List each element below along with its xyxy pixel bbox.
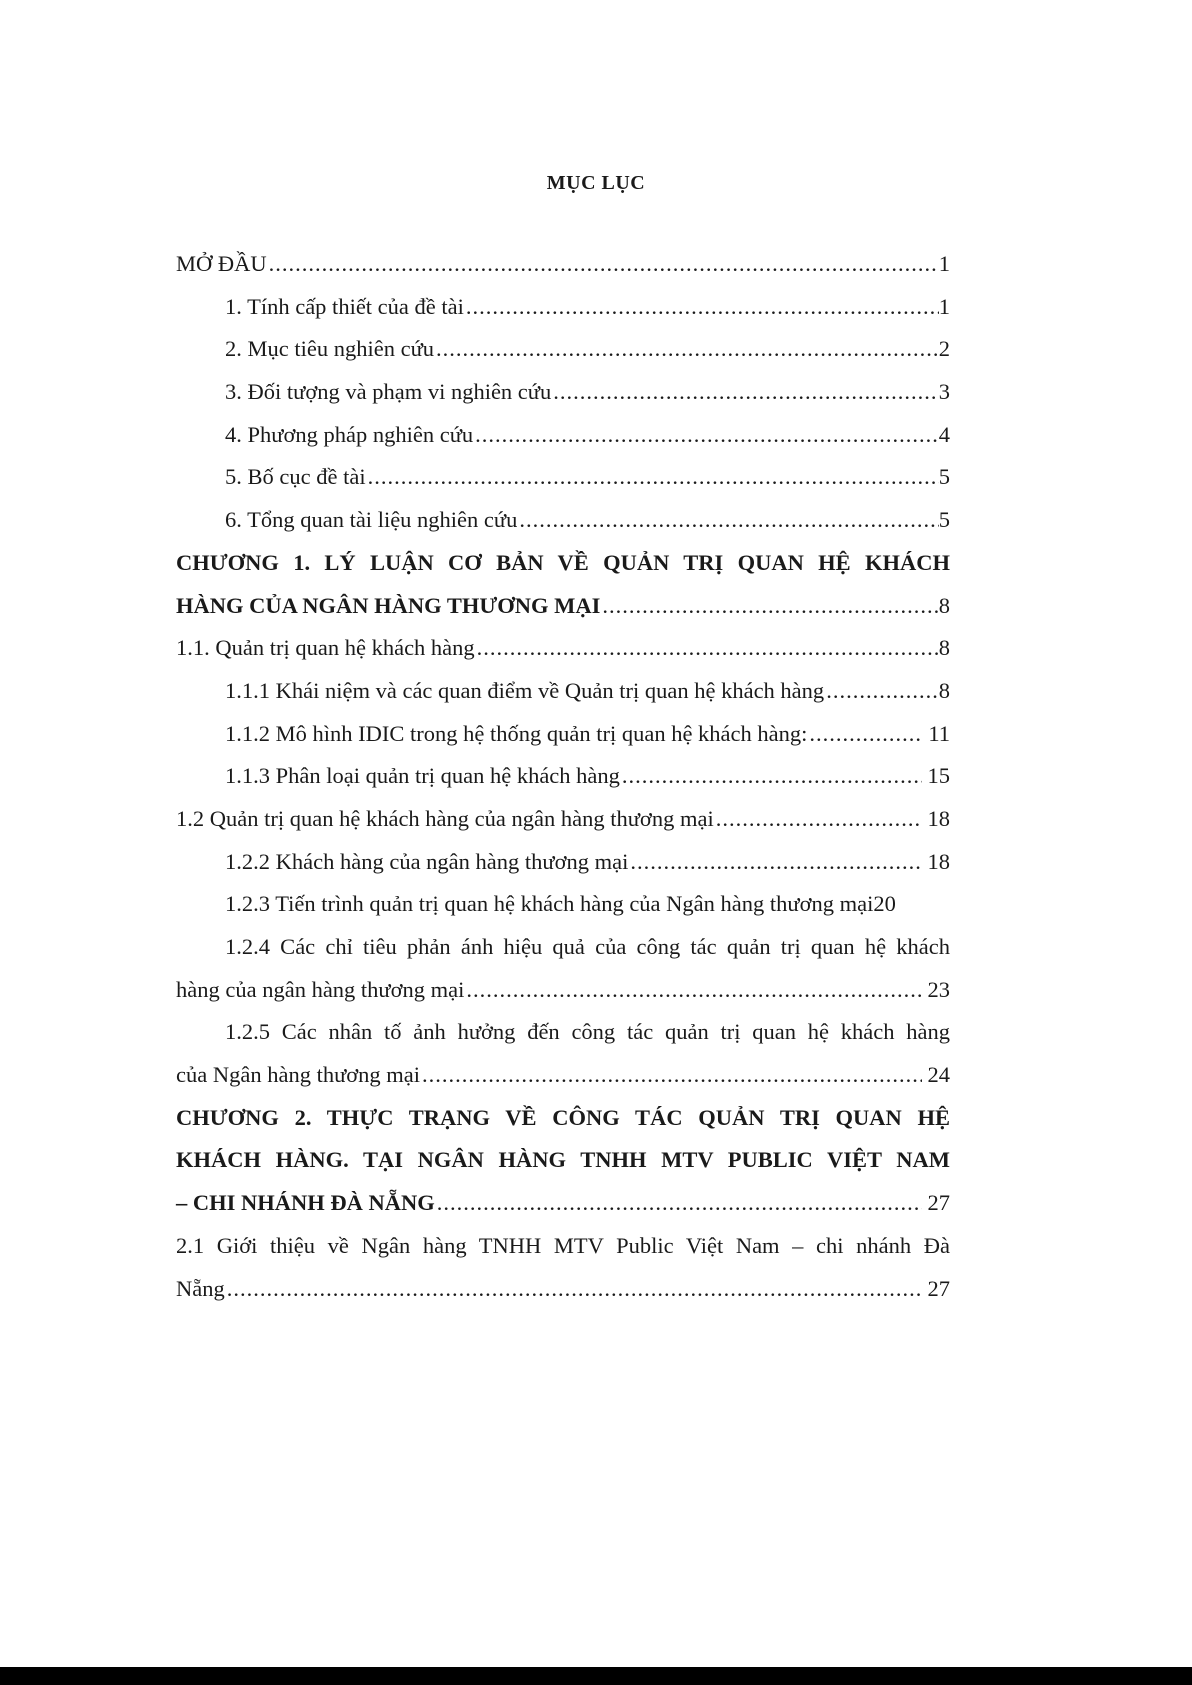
toc-leader-dots	[477, 627, 939, 670]
toc-entry[interactable]	[176, 243, 950, 286]
toc-leader-dots	[437, 1182, 922, 1225]
toc-leader-dots	[553, 371, 939, 414]
toc-chapter-heading-line[interactable]: CHƯƠNG 1. LÝ LUẬN CƠ BẢN VỀ QUẢN TRỊ QUAN HỆ KHÁCH	[176, 549, 950, 575]
toc-entry[interactable]	[176, 328, 950, 371]
toc-entry-page: 8	[938, 677, 950, 703]
toc-leader-dots	[436, 328, 939, 371]
toc-entry[interactable]	[176, 969, 950, 1012]
toc-entry[interactable]	[176, 798, 950, 841]
toc-entry-text: Nẵng	[176, 1275, 225, 1301]
toc-leader-dots	[227, 1268, 922, 1311]
toc-entry[interactable]	[176, 585, 950, 628]
toc-entry-text: của Ngân hàng thương mại	[176, 1062, 421, 1088]
toc-leader-dots	[602, 585, 938, 628]
toc-leader-dots	[475, 414, 939, 457]
toc-entry-page: 27	[927, 1275, 950, 1301]
toc-entry-page: 18	[927, 805, 950, 831]
toc-entry-text: 6. Tổng quan tài liệu nghiên cứu	[225, 507, 518, 533]
bottom-edge-bar	[0, 1667, 1192, 1685]
toc-entry-text: 1.1. Quản trị quan hệ khách hàng	[176, 635, 475, 661]
toc-entry-first-line[interactable]: 1.2.5 Các nhân tố ảnh hưởng đến công tác quản trị quan hệ khách hàng	[225, 1019, 950, 1045]
toc-entry-text: 1. Tính cấp thiết của đề tài	[225, 293, 464, 319]
toc-entry-text: 2. Mục tiêu nghiên cứu	[225, 336, 435, 362]
toc-entry[interactable]	[176, 286, 950, 329]
toc-leader-dots	[269, 243, 939, 286]
toc-leader-dots	[622, 755, 922, 798]
toc-entry-page: 8	[938, 592, 950, 618]
toc-entry-page: 18	[927, 848, 950, 874]
page-title: MỤC LỤC	[546, 172, 646, 194]
toc-entry[interactable]	[176, 713, 950, 756]
toc-entry-text: 1.2 Quản trị quan hệ khách hàng của ngân hàng thương mại	[176, 805, 714, 831]
toc-entry-text: 5. Bố cục đề tài	[225, 464, 366, 490]
toc-entry-text: 1.2.3 Tiến trình quản trị quan hệ khách hàng của Ngân hàng thương mại	[225, 891, 874, 917]
toc-leader-dots	[716, 798, 922, 841]
toc-entry-page: 5	[938, 507, 950, 533]
toc-entry-page: 20	[873, 891, 896, 917]
toc-entry[interactable]	[176, 670, 950, 713]
toc-entry-text: 1.1.3 Phân loại quản trị quan hệ khách hàng	[225, 763, 620, 789]
toc-entry-text: – CHI NHÁNH ĐÀ NẴNG	[176, 1190, 435, 1216]
toc-entry[interactable]	[176, 499, 950, 542]
toc-entry-page: 24	[927, 1062, 950, 1088]
toc-entry-text: hàng của ngân hàng thương mại	[176, 976, 465, 1002]
toc-entry-page: 4	[938, 421, 950, 447]
toc-leader-dots	[466, 286, 939, 329]
toc-chapter-heading-line[interactable]: KHÁCH HÀNG. TẠI NGÂN HÀNG TNHH MTV PUBLIC VIỆT NAM	[176, 1147, 950, 1173]
toc-entry[interactable]	[176, 1054, 950, 1097]
toc-entry[interactable]	[176, 1182, 950, 1225]
toc-entry-page: 27	[927, 1190, 950, 1216]
toc-leader-dots	[368, 456, 939, 499]
toc-entry-first-line[interactable]: 2.1 Giới thiệu về Ngân hàng TNHH MTV Public Việt Nam – chi nhánh Đà	[176, 1232, 950, 1258]
toc-leader-dots	[519, 499, 938, 542]
toc-entry-text: HÀNG CỦA NGÂN HÀNG THƯƠNG MẠI	[176, 592, 601, 618]
toc-leader-dots	[422, 1054, 921, 1097]
toc-entry-page: 1	[938, 293, 950, 319]
table-of-contents	[176, 243, 950, 1310]
toc-entry[interactable]	[176, 627, 950, 670]
toc-entry-page: 23	[927, 976, 950, 1002]
toc-entry[interactable]	[176, 456, 950, 499]
toc-entry-text: 1.1.2 Mô hình IDIC trong hệ thống quản trị quan hệ khách hàng:	[225, 720, 808, 746]
toc-entry-first-line[interactable]: 1.2.4 Các chỉ tiêu phản ánh hiệu quả của công tác quản trị quan hệ khách	[225, 934, 950, 959]
toc-entry[interactable]	[176, 841, 950, 884]
toc-entry-page: 2	[938, 336, 950, 362]
toc-entry-text: 3. Đối tượng và phạm vi nghiên cứu	[225, 379, 552, 405]
toc-entry[interactable]	[176, 414, 950, 457]
toc-entry[interactable]	[176, 883, 950, 926]
toc-entry-text: 4. Phương pháp nghiên cứu	[225, 421, 474, 447]
toc-entry-page: 3	[938, 379, 950, 405]
toc-entry-text: 1.1.1 Khái niệm và các quan điểm về Quản trị quan hệ khách hàng	[225, 677, 825, 703]
toc-leader-dots	[826, 670, 939, 713]
toc-entry[interactable]	[176, 1268, 950, 1311]
toc-entry-page: 1	[938, 251, 950, 276]
toc-entry-text: 1.2.2 Khách hàng của ngân hàng thương mại	[225, 848, 629, 874]
toc-leader-dots	[809, 713, 922, 756]
toc-chapter-heading-line[interactable]: CHƯƠNG 2. THỰC TRẠNG VỀ CÔNG TÁC QUẢN TRỊ QUAN HỆ	[176, 1104, 950, 1130]
toc-entry-page: 5	[938, 464, 950, 490]
toc-leader-dots	[630, 841, 921, 884]
toc-entry[interactable]	[176, 755, 950, 798]
toc-entry[interactable]	[176, 371, 950, 414]
toc-leader-dots	[466, 969, 921, 1012]
toc-entry-page: 15	[927, 763, 950, 789]
toc-entry-text: MỞ ĐẦU	[176, 251, 267, 276]
toc-entry-page: 11	[928, 720, 950, 746]
toc-entry-page: 8	[938, 635, 950, 661]
